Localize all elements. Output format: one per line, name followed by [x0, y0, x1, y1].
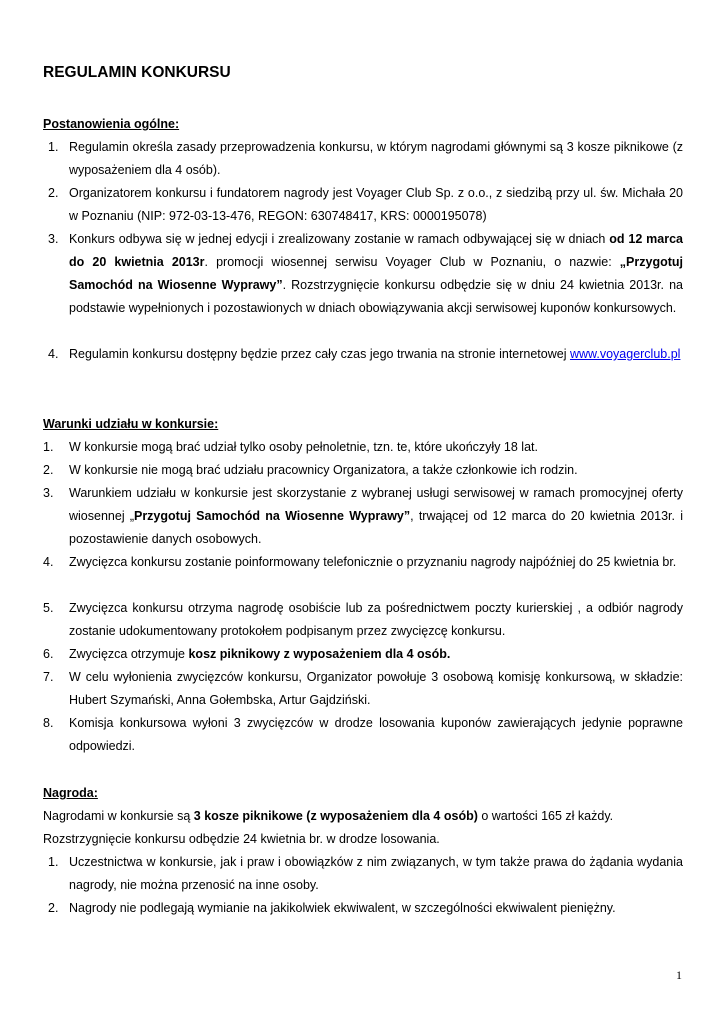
section-heading-conditions: Warunki udziału w konkursie: — [43, 417, 219, 431]
page-number: 1 — [676, 968, 682, 982]
item-text: Zwycięzca konkursu otrzyma nagrodę osobiście lub za pośrednictwem poczty kurierskiej , a odbiór nagrody zostanie udokumentowany protokołem podpisanym przez zwycięzcę konkursu. — [69, 601, 683, 638]
list-item — [43, 136, 683, 182]
bold-prize: 3 kosze piknikowe (z wyposażeniem dla 4 osób) — [193, 809, 478, 823]
bold-prize: kosz piknikowy z wyposażeniem dla 4 osób. — [188, 647, 451, 661]
item-number: 3. — [48, 232, 59, 246]
list-item — [43, 712, 683, 758]
list-item — [43, 851, 683, 897]
item-text: Organizatorem konkursu i fundatorem nagrody jest Voyager Club Sp. z o.o., z siedzibą przy ul. św. Michała 20 w Poznaniu (NIP: 972-03-13-476, REGON: 630748417, KRS: 0000195078) — [69, 186, 683, 223]
list-item — [43, 459, 683, 482]
text-run: , trwającej od 12 marca do 20 kwietnia 2013r. i pozostawienie danych osobowych. — [69, 509, 683, 546]
item-text: Zwycięzca konkursu zostanie poinformowany telefonicznie o przyznaniu nagrody najpóźniej do 25 kwietnia br. — [69, 555, 677, 569]
item-number: 8. — [43, 716, 54, 730]
item-text: W konkursie nie mogą brać udziału pracownicy Organizatora, a także członkowie ich rodzin. — [69, 463, 578, 477]
section-heading-general: Postanowienia ogólne: — [43, 117, 180, 131]
item-number: 3. — [43, 486, 54, 500]
item-text: W konkursie mogą brać udział tylko osoby pełnoletnie, tzn. te, które ukończyły 18 lat. — [69, 440, 538, 454]
section-heading-prize: Nagroda: — [43, 786, 98, 800]
list-item — [43, 643, 683, 666]
text-run: Warunkiem udziału w konkursie jest skorzystanie z wybranej usługi serwisowej w ramach promocyjnej oferty wiosennej „ — [69, 486, 683, 523]
text-run: . Rozstrzygnięcie konkursu odbędzie się w dniu 24 kwietnia 2013r. na podstawie wypełnionych i pozostawionych w dniach obowiązywania akcji serwisowej kuponów konkursowych. — [69, 278, 683, 315]
item-text: Uczestnictwa w konkursie, jak i praw i obowiązków z nim związanych, w tym także prawa do żądania wydania nagrody, nie można przenosić na inne osoby. — [69, 855, 683, 892]
item-number: 5. — [43, 601, 54, 615]
list-item — [43, 551, 683, 574]
text-run: Regulamin konkursu dostępny będzie przez cały czas jego trwania na stronie internetowej — [69, 347, 570, 361]
item-text — [69, 343, 683, 366]
text-run: Nagrodami w konkursie są — [43, 809, 194, 823]
document-title: REGULAMIN KONKURSU — [43, 64, 231, 81]
text-run: . promocji wiosennej serwisu Voyager Club w Poznaniu, o nazwie: — [204, 255, 620, 269]
list-item — [43, 228, 683, 320]
item-text — [69, 228, 683, 320]
item-text: Regulamin określa zasady przeprowadzenia konkursu, w którym nagrodami głównymi są 3 kosze piknikowe (z wyposażeniem dla 4 osób). — [69, 140, 683, 177]
list-item — [43, 436, 683, 459]
website-link[interactable]: www.voyagerclub.pl — [569, 347, 681, 361]
list-item — [43, 482, 683, 551]
item-text: Nagrody nie podlegają wymianie na jakikolwiek ekwiwalent, w szczególności ekwiwalent pieniężny. — [69, 901, 616, 915]
item-text — [69, 482, 683, 551]
list-item — [43, 897, 683, 920]
item-number: 2. — [43, 463, 54, 477]
list-item — [43, 343, 683, 366]
list-item — [43, 597, 683, 643]
item-number: 2. — [48, 901, 59, 915]
item-number: 1. — [43, 440, 54, 454]
list-item — [43, 666, 683, 712]
text-run: Konkurs odbywa się w jednej edycji i zrealizowany zostanie w ramach odbywającej się w dniach — [69, 232, 610, 246]
text-run: o wartości 165 zł każdy. — [477, 809, 614, 823]
item-number: 4. — [48, 347, 59, 361]
bold-date-range: od 12 marca do 20 kwietnia 2013r — [69, 232, 683, 269]
bold-promo-name: „Przygotuj Samochód na Wiosenne Wyprawy” — [69, 255, 683, 292]
item-text: Komisja konkursowa wyłoni 3 zwycięzców w drodze losowania kuponów zawierających jedynie poprawne odpowiedzi. — [69, 716, 683, 753]
text-run: Zwycięzca otrzymuje — [69, 647, 189, 661]
bold-promo-name: Przygotuj Samochód na Wiosenne Wyprawy” — [133, 509, 411, 523]
item-text — [69, 643, 683, 666]
item-number: 1. — [48, 140, 59, 154]
item-number: 1. — [48, 855, 59, 869]
list-item — [43, 182, 683, 228]
item-number: 4. — [43, 555, 54, 569]
prize-paragraph — [43, 805, 683, 828]
item-text: W celu wyłonienia zwycięzców konkursu, Organizator powołuje 3 osobową komisję konkursową, w składzie: Hubert Szymański, Anna Gołembska, Artur Gajdziński. — [69, 670, 683, 707]
resolution-paragraph: Rozstrzygnięcie konkursu odbędzie 24 kwietnia br. w drodze losowania. — [43, 832, 440, 846]
item-number: 7. — [43, 670, 54, 684]
item-number: 2. — [48, 186, 59, 200]
item-number: 6. — [43, 647, 54, 661]
